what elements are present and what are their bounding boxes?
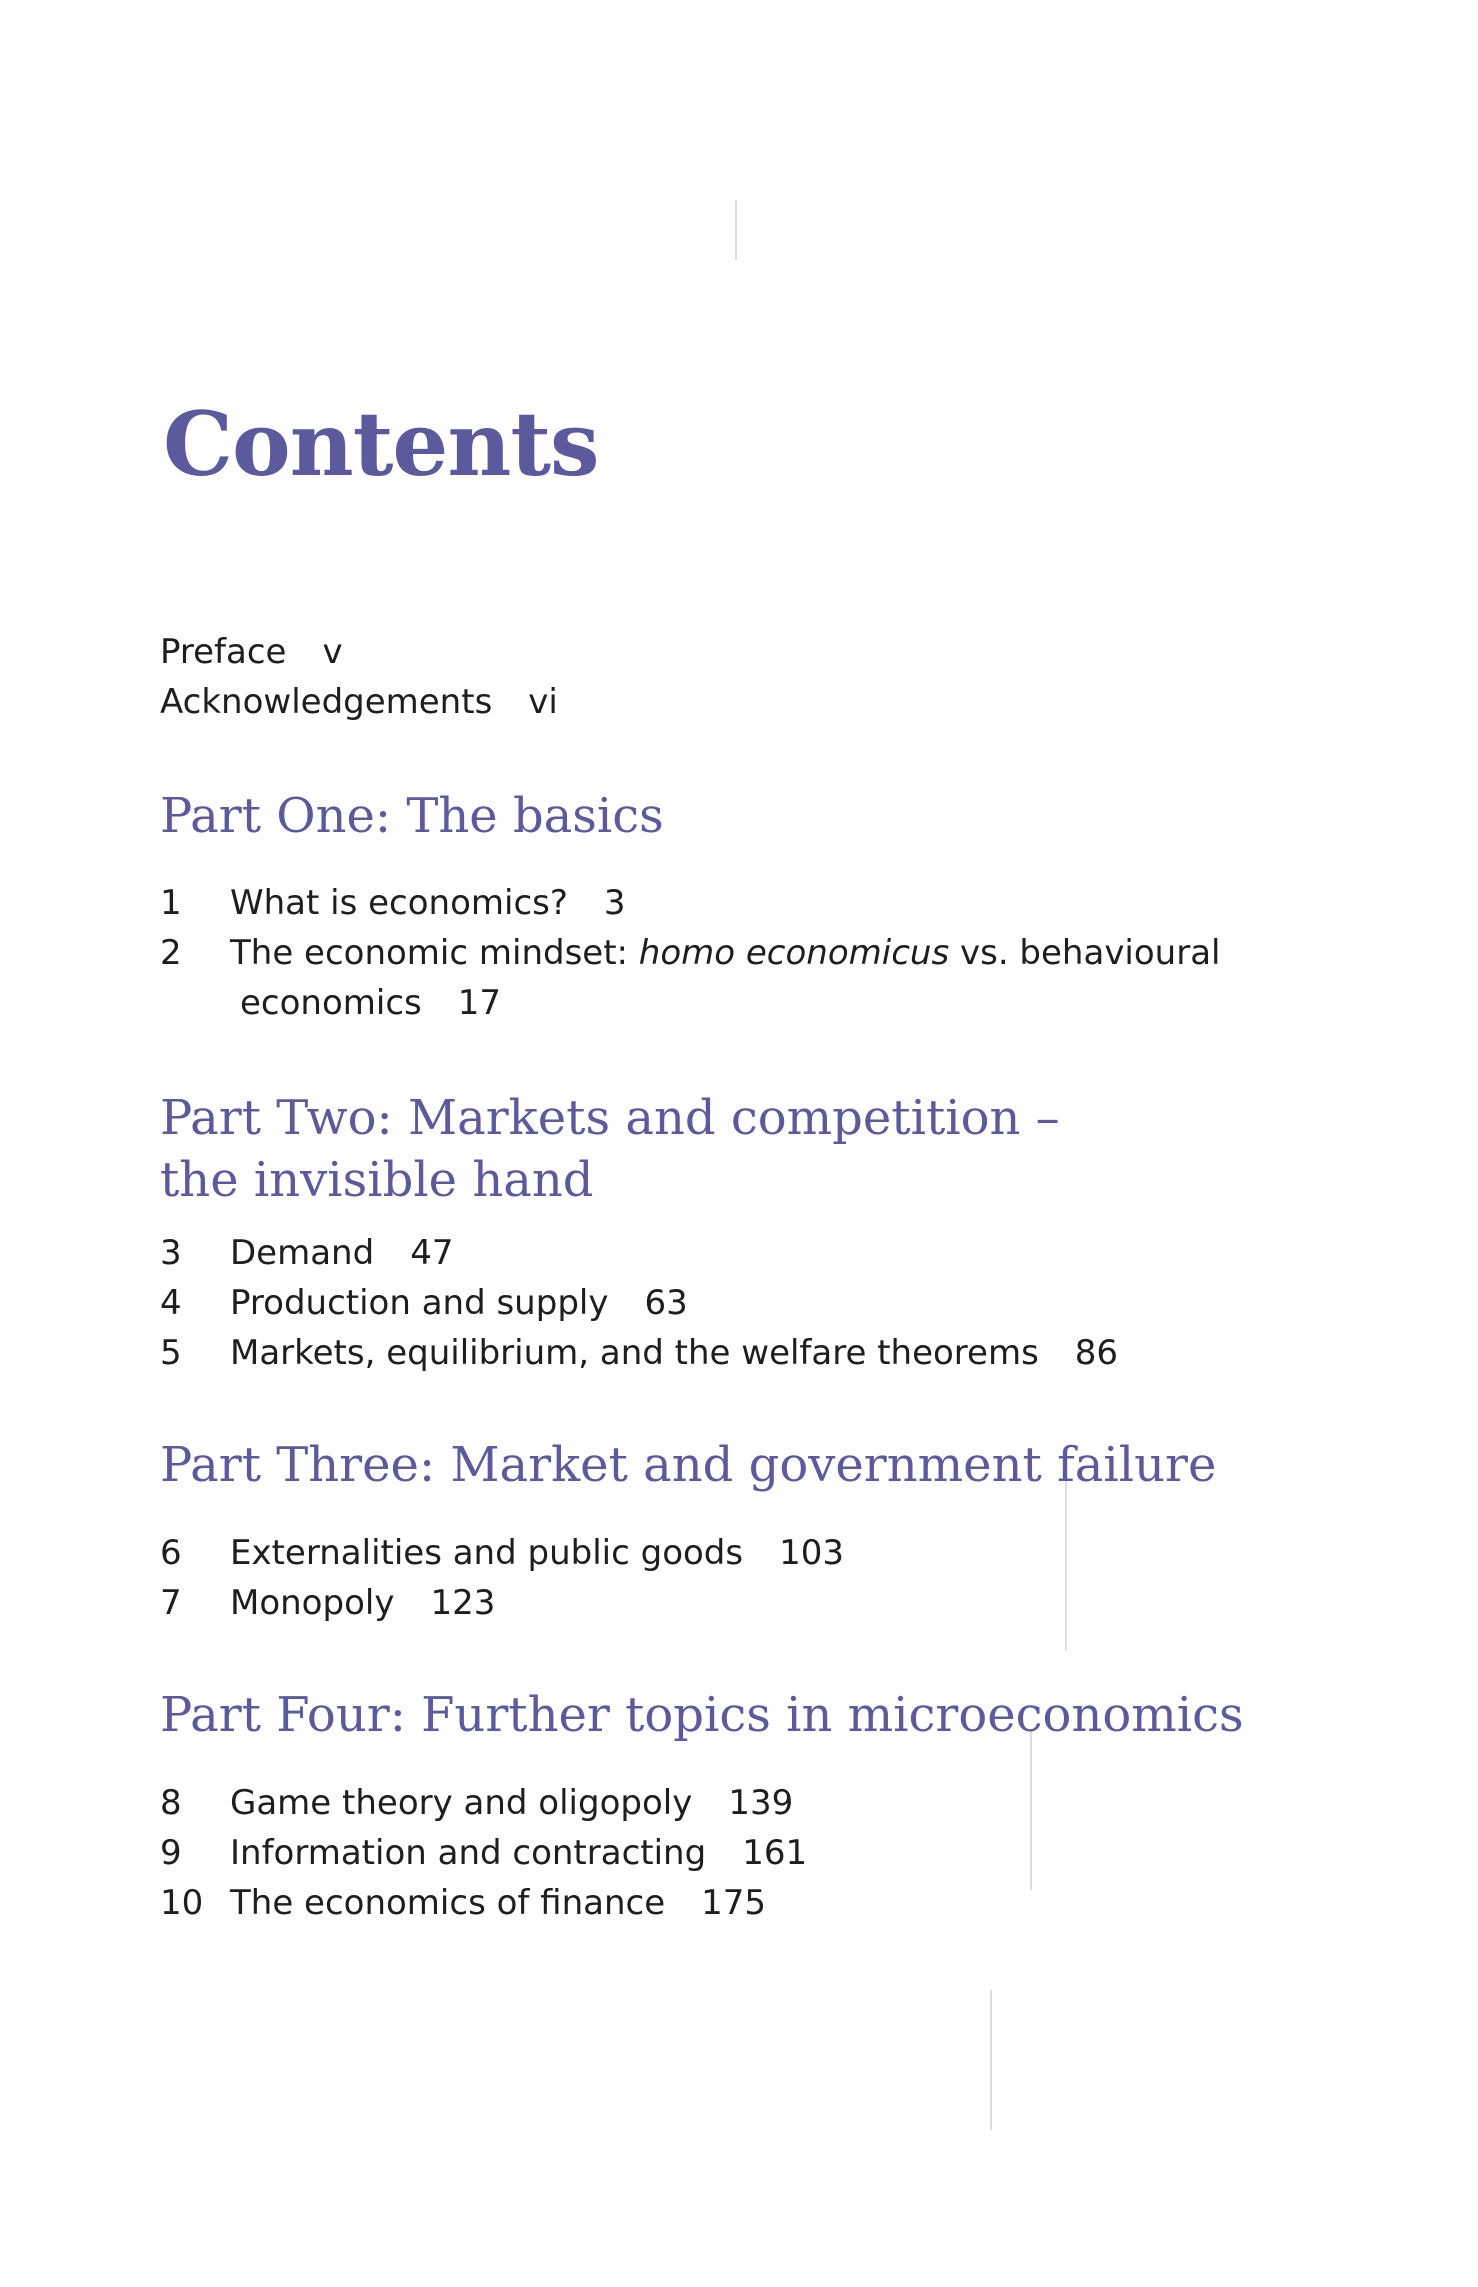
chapter-title: The economics of finance xyxy=(230,1883,666,1923)
toc-entry-label: Preface xyxy=(160,632,287,672)
scan-mark xyxy=(990,1990,992,2130)
part-heading-line: Part One: The basics xyxy=(160,788,664,844)
toc-page-number: vi xyxy=(528,682,558,722)
chapter-title: Information and contracting xyxy=(230,1833,707,1873)
toc-chapter-10[interactable] xyxy=(160,1878,766,1928)
chapter-number: 8 xyxy=(160,1783,182,1823)
chapter-number: 3 xyxy=(160,1233,182,1273)
toc-page-number: 103 xyxy=(779,1533,844,1573)
chapter-number: 1 xyxy=(160,883,182,923)
chapter-title: What is economics? xyxy=(230,883,568,923)
toc-page-number: v xyxy=(322,632,343,672)
toc-entry-label: Acknowledgements xyxy=(160,682,493,722)
toc-chapter-6[interactable] xyxy=(160,1528,844,1578)
chapter-title: Externalities and public goods xyxy=(230,1533,744,1573)
toc-front-acknowledgements[interactable] xyxy=(160,682,558,722)
toc-chapter-5[interactable] xyxy=(160,1328,1118,1378)
toc-front-preface[interactable] xyxy=(160,632,343,672)
toc-chapter-3[interactable] xyxy=(160,1228,453,1278)
chapter-title: Markets, equilibrium, and the welfare theorems xyxy=(230,1333,1039,1373)
toc-chapter-1[interactable] xyxy=(160,878,626,928)
toc-page-number: 123 xyxy=(430,1583,496,1623)
toc-page-number: 3 xyxy=(603,883,626,923)
toc-chapter-7[interactable] xyxy=(160,1578,495,1628)
toc-page-number: 161 xyxy=(742,1833,808,1873)
part-heading[interactable] xyxy=(160,785,664,847)
chapter-number: 2 xyxy=(160,933,182,973)
chapter-title: Production and supply xyxy=(230,1283,609,1323)
toc-page-number: 63 xyxy=(644,1283,688,1323)
page-title: Contents xyxy=(163,392,599,496)
toc-page-number: 86 xyxy=(1074,1333,1119,1373)
chapter-title: Demand xyxy=(230,1233,375,1273)
chapter-number: 6 xyxy=(160,1533,182,1573)
chapter-title: Monopoly xyxy=(230,1583,395,1623)
toc-page-number: 47 xyxy=(410,1233,454,1273)
chapter-number: 5 xyxy=(160,1333,182,1373)
chapter-number: 7 xyxy=(160,1583,182,1623)
chapter-title-part: The economic mindset: xyxy=(230,933,639,973)
scan-mark xyxy=(735,200,737,260)
part-heading-line: Part Four: Further topics in microeconomics xyxy=(160,1687,1244,1743)
part-heading[interactable] xyxy=(160,1684,1244,1746)
chapter-title-part: vs. behavioural xyxy=(949,933,1221,973)
part-heading-line: Part Two: Markets and competition – xyxy=(160,1090,1060,1146)
toc-chapter-8[interactable] xyxy=(160,1778,793,1828)
toc-page-number: 17 xyxy=(457,983,502,1023)
chapter-title: Game theory and oligopoly xyxy=(230,1783,693,1823)
toc-chapter-2[interactable] xyxy=(160,928,1221,1028)
toc-chapter-9[interactable] xyxy=(160,1828,807,1878)
chapter-number: 10 xyxy=(160,1883,204,1923)
part-heading-line: the invisible hand xyxy=(160,1152,594,1208)
toc-chapter-4[interactable] xyxy=(160,1278,688,1328)
chapter-number: 9 xyxy=(160,1833,182,1873)
part-heading-line: Part Three: Market and government failure xyxy=(160,1437,1217,1493)
chapter-title-continuation: economics xyxy=(240,983,422,1023)
toc-page-number: 139 xyxy=(728,1783,794,1823)
toc-page-number: 175 xyxy=(701,1883,767,1923)
part-heading[interactable] xyxy=(160,1087,1060,1211)
part-heading[interactable] xyxy=(160,1434,1216,1496)
chapter-number: 4 xyxy=(160,1283,182,1323)
chapter-title-italic: homo economicus xyxy=(638,933,950,973)
scan-mark xyxy=(1030,1730,1032,1890)
